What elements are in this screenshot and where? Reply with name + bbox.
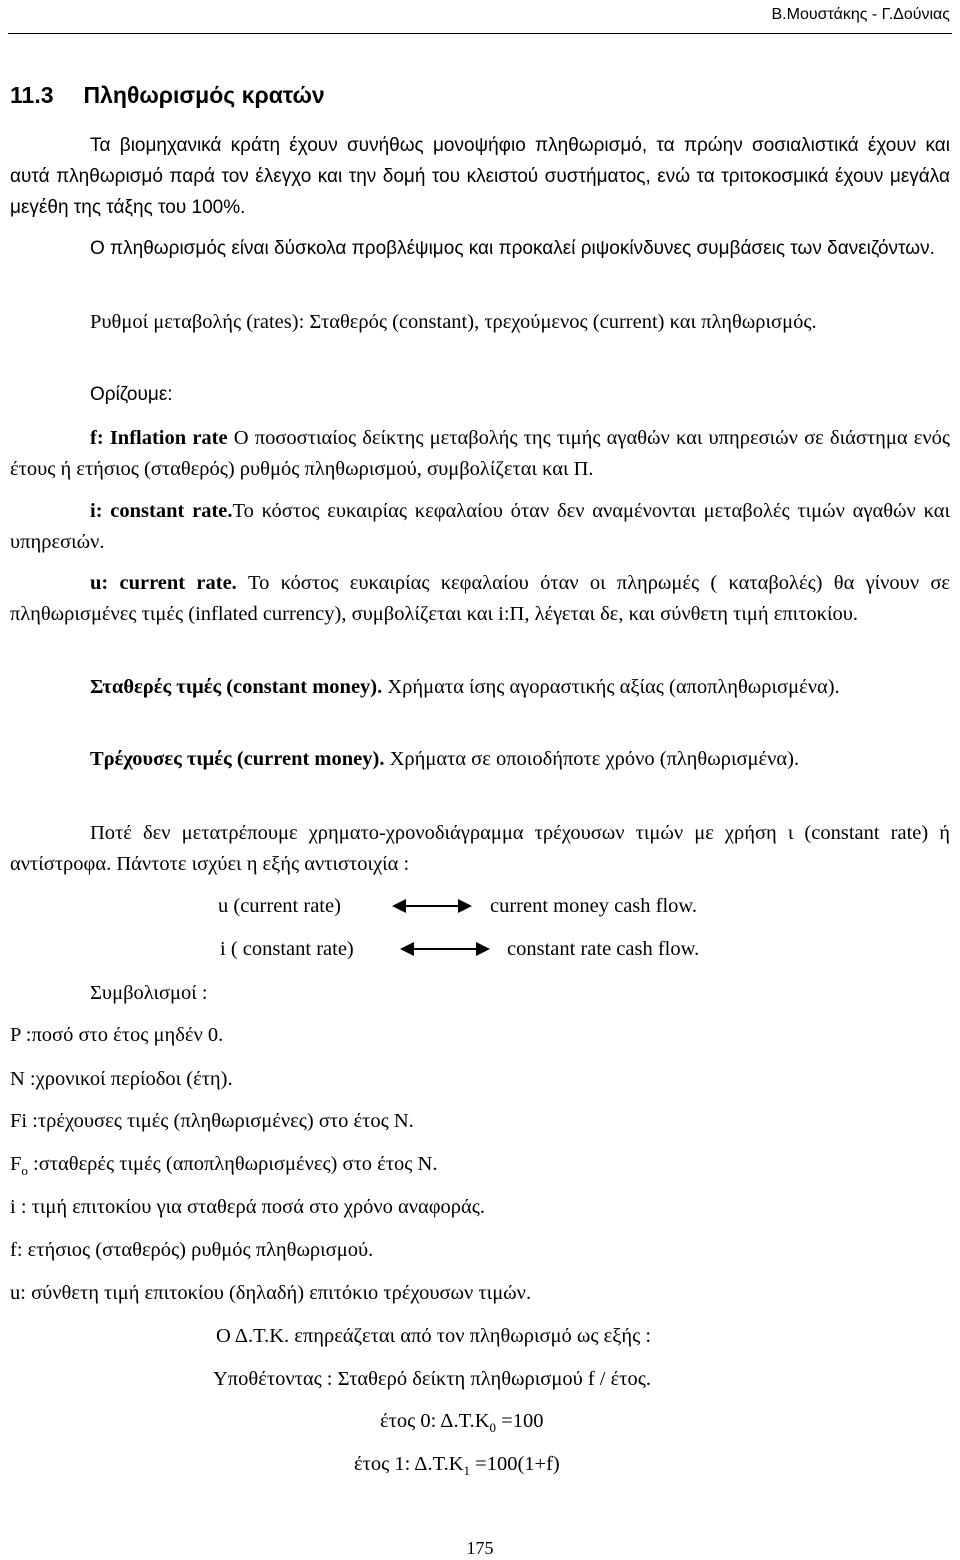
dtk-statement: Ο Δ.Τ.Κ. επηρεάζεται από τον πληθωρισμό ως εξής : xyxy=(216,1325,652,1347)
term-inflation-rate: f: Inflation rate xyxy=(90,427,228,449)
symbol-i: i : τιμή επιτοκίου για σταθερά ποσά στο χρόνο αναφοράς. xyxy=(10,1196,486,1218)
symbol-fo-text: :σταθερές τιμές (αποπληθωρισμένες) στο έτος N. xyxy=(27,1153,438,1175)
term-current-money: Τρέχουσες τιμές (current money). xyxy=(90,748,385,770)
definition-current-rate xyxy=(10,568,950,630)
year-0-sub: 0 xyxy=(489,1420,497,1436)
double-arrow-icon xyxy=(400,940,490,958)
section-title xyxy=(10,82,325,109)
symbol-f: f: ετήσιος (σταθερός) ρυθμός πληθωρισμού. xyxy=(10,1239,374,1261)
year-0-formula xyxy=(380,1407,543,1442)
definition-text: Χρήματα σε οποιοδήποτε χρόνο (πληθωρισμένα). xyxy=(384,748,800,770)
definition-current-money xyxy=(10,744,950,775)
symbol-fo xyxy=(10,1150,437,1185)
corr-right-constant: constant rate cash flow. xyxy=(507,938,700,960)
symbol-fi: Fi :τρέχουσες τιμές (πληθωρισμένες) στο έτος N. xyxy=(10,1110,414,1132)
corr-left-constant: i ( constant rate) xyxy=(220,938,354,960)
definition-inflation-rate xyxy=(10,423,950,485)
section-heading: Πληθωρισμός κρατών xyxy=(83,82,325,108)
definition-text: Το κόστος ευκαιρίας κεφαλαίου όταν οι πληρωμές ( καταβολές) θα γίνουν σε πληθωρισμένες τιμές (inflated currency), συμβολίζεται και i:Π, λέγεται δε, και σύνθετη τιμή επιτοκίου. xyxy=(10,572,951,625)
year-1-value: =100(1+f) xyxy=(470,1453,560,1475)
paragraph-define: Ορίζουμε: xyxy=(90,384,173,405)
corr-left-current: u (current rate) xyxy=(218,895,341,917)
year-0-value: =100 xyxy=(496,1410,544,1432)
paragraph-never-convert: Ποτέ δεν μετατρέπουμε χρηματο-χρονοδιάγραμμα τρέχουσων τιμών με χρήση ι (constant rate) ή αντίστροφα. Πάντοτε ισχύει η εξής αντιστοιχία : xyxy=(10,822,950,875)
term-constant-rate: i: constant rate. xyxy=(90,500,233,522)
year-1-sub: 1 xyxy=(463,1463,471,1479)
definition-constant-rate xyxy=(10,496,950,558)
definition-constant-money xyxy=(10,672,950,703)
paragraph-rates: Ρυθμοί μεταβολής (rates): Σταθερός (constant), τρεχούμενος (current) και πληθωρισμός. xyxy=(90,311,817,333)
symbol-u: u: σύνθετη τιμή επιτοκίου (δηλαδή) επιτόκιο τρέχουσων τιμών. xyxy=(10,1282,532,1304)
symbols-label: Συμβολισμοί : xyxy=(90,982,208,1004)
definition-text: Ο ποσοστιαίος δείκτης μεταβολής της τιμής αγαθών και υπηρεσιών σε διάστημα ενός έτους ή ετήσιος (σταθερός) ρυθμός πληθωρισμού, συμβολίζεται και Π. xyxy=(10,427,950,480)
symbol-fo-sub: o xyxy=(21,1163,28,1179)
term-current-rate: u: current rate. xyxy=(90,572,237,594)
definition-text: Το κόστος ευκαιρίας κεφαλαίου όταν δεν αναμένονται μεταβολές τιμών αγαθών και υπηρεσιών. xyxy=(10,500,950,553)
paragraph-intro: Τα βιομηχανικά κράτη έχουν συνήθως μονοψήφιο πληθωρισμό, τα πρώην σοσιαλιστικά έχουν και αυτά πληθωρισμό παρά τον έλεγχο και την δομή του κλειστού συστήματος, ενώ τα τριτοκοσμικά έχουν μεγάλα μεγέθη της τάξης του 100%. xyxy=(10,135,950,218)
running-header: Β.Μουστάκης - Γ.Δούνιας xyxy=(771,6,950,23)
symbol-p: P :ποσό στο έτος μηδέν 0. xyxy=(10,1024,224,1046)
year-1-formula xyxy=(354,1450,560,1485)
year-1-label: έτος 1: Δ.Τ.Κ xyxy=(354,1453,464,1475)
section-number: 11.3 xyxy=(10,82,54,108)
corr-right-current: current money cash flow. xyxy=(490,895,698,917)
year-0-label: έτος 0: Δ.Τ.Κ xyxy=(380,1410,490,1432)
double-arrow-icon xyxy=(392,897,472,915)
term-constant-money: Σταθερές τιμές (constant money). xyxy=(90,676,383,698)
page-number: 175 xyxy=(466,1538,494,1558)
definition-text: Χρήματα ίσης αγοραστικής αξίας (αποπληθωρισμένα). xyxy=(382,676,840,698)
symbol-fo-main: F xyxy=(10,1153,22,1175)
symbol-n: N :χρονικοί περίοδοι (έτη). xyxy=(10,1068,233,1090)
paragraph-unpredictable: Ο πληθωρισμός είναι δύσκολα προβλέψιμος και προκαλεί ριψοκίνδυνες συμβάσεις των δανειζόντων. xyxy=(90,238,935,259)
header-rule xyxy=(8,33,952,34)
dtk-assumption: Υποθέτοντας : Σταθερό δείκτη πληθωρισμού f / έτος. xyxy=(213,1368,651,1390)
